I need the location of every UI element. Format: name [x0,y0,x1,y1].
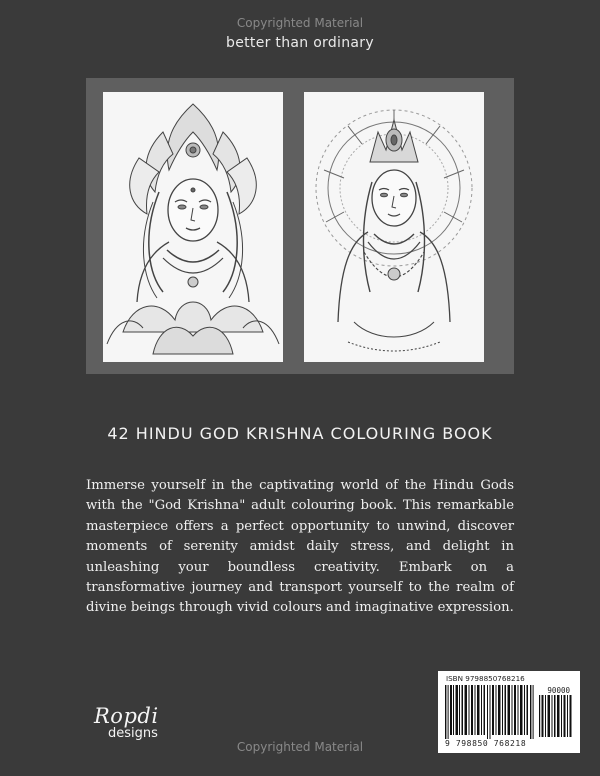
barcode-digits: 9 798850 768218 [445,739,527,748]
book-title: 42 HINDU GOD KRISHNA COLOURING BOOK [107,424,493,443]
publisher-logo-sub: designs [108,726,158,741]
krishna-peacock-drawing [304,92,484,362]
isbn-label: ISBN 9798850768216 [446,674,525,683]
krishna-lotus-drawing [103,92,283,362]
copyright-watermark-bottom: Copyrighted Material [236,740,364,754]
publisher-logo-script: Ropdi [94,704,159,728]
copyright-watermark-top: Copyrighted Material [236,16,364,30]
publisher-logo [94,704,159,741]
barcode-addon-bars-icon [539,695,573,737]
preview-gallery [86,78,514,374]
barcode-bars-icon [445,685,537,739]
tagline: better than ordinary [226,35,374,51]
krishna-lotus-illustration [103,92,283,362]
price-code: 90000 [547,686,570,695]
book-description: Immerse yourself in the captivating world of the Hindu Gods with the "God Krishna" adult colouring book. This remarkable masterpiece offers a perfect opportunity to unwind, discover moments of serenity amidst daily stress, and delight in unleashing your boundless creativity. Embark on a transformative journey and transport yourself to the realm of divine beings through vivid colours and imaginative expression. [86,478,514,616]
krishna-peacock-crown-illustration [304,92,484,362]
